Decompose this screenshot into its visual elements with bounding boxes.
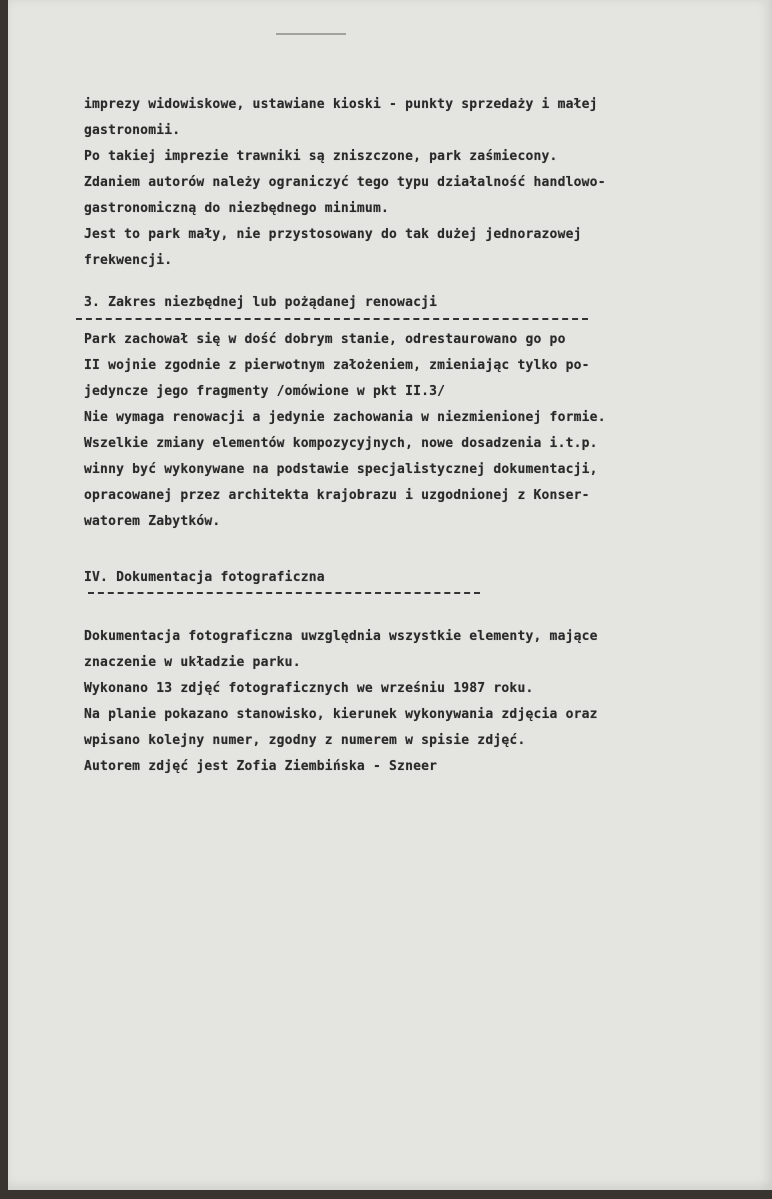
heading-text: 3. Zakres niezbędnej lub pożądanej renowacji (84, 295, 438, 310)
text-line: znaczenie w układzie parku. (84, 655, 301, 670)
text-line: gastronomii. (84, 123, 181, 138)
text-line: jedyncze jego fragmenty /omówione w pkt II.3/ (84, 384, 446, 399)
text-line: II wojnie zgodnie z pierwotnym założeniem, zmieniając tylko po- (84, 358, 590, 373)
section-4-body (84, 624, 598, 780)
text-line: Wykonano 13 zdjęć fotograficznych we wrześniu 1987 roku. (84, 681, 534, 696)
section-4-underline (88, 592, 480, 594)
text-line: imprezy widowiskowe, ustawiane kioski - punkty sprzedaży i małej (84, 97, 598, 112)
text-line: Jest to park mały, nie przystosowany do tak dużej jednorazowej (84, 227, 582, 242)
text-line: opracowanej przez architekta krajobrazu i uzgodnionej z Konser- (84, 488, 590, 503)
page-top-mark (276, 33, 346, 35)
text-line: Dokumentacja fotograficzna uwzględnia wszystkie elementy, mające (84, 629, 598, 644)
section-3-heading (84, 290, 437, 316)
text-line: Wszelkie zmiany elementów kompozycyjnych, nowe dosadzenia i.t.p. (84, 436, 598, 451)
text-line: frekwencji. (84, 253, 173, 268)
section-3-underline (76, 318, 588, 320)
text-line: gastronomiczną do niezbędnego minimum. (84, 201, 390, 216)
text-line: Park zachował się w dość dobrym stanie, odrestaurowano go po (84, 332, 566, 347)
text-line: Po takiej imprezie trawniki są zniszczone, park zaśmiecony. (84, 149, 558, 164)
text-line: wpisano kolejny numer, zgodny z numerem w spisie zdjęć. (84, 733, 526, 748)
text-line: watorem Zabytków. (84, 514, 221, 529)
heading-text: IV. Dokumentacja fotograficzna (84, 570, 325, 585)
document-page (8, 0, 772, 1190)
section-3-body (84, 327, 606, 535)
text-line: Nie wymaga renowacji a jedynie zachowania w niezmienionej formie. (84, 410, 606, 425)
section-4-heading (84, 565, 325, 591)
text-line: Zdaniem autorów należy ograniczyć tego typu działalność handlowo- (84, 175, 606, 190)
text-line: Na planie pokazano stanowisko, kierunek wykonywania zdjęcia oraz (84, 707, 598, 722)
paragraph-intro (84, 92, 606, 274)
text-line: winny być wykonywane na podstawie specjalistycznej dokumentacji, (84, 462, 598, 477)
text-line: Autorem zdjęć jest Zofia Ziembińska - Szneer (84, 759, 438, 774)
